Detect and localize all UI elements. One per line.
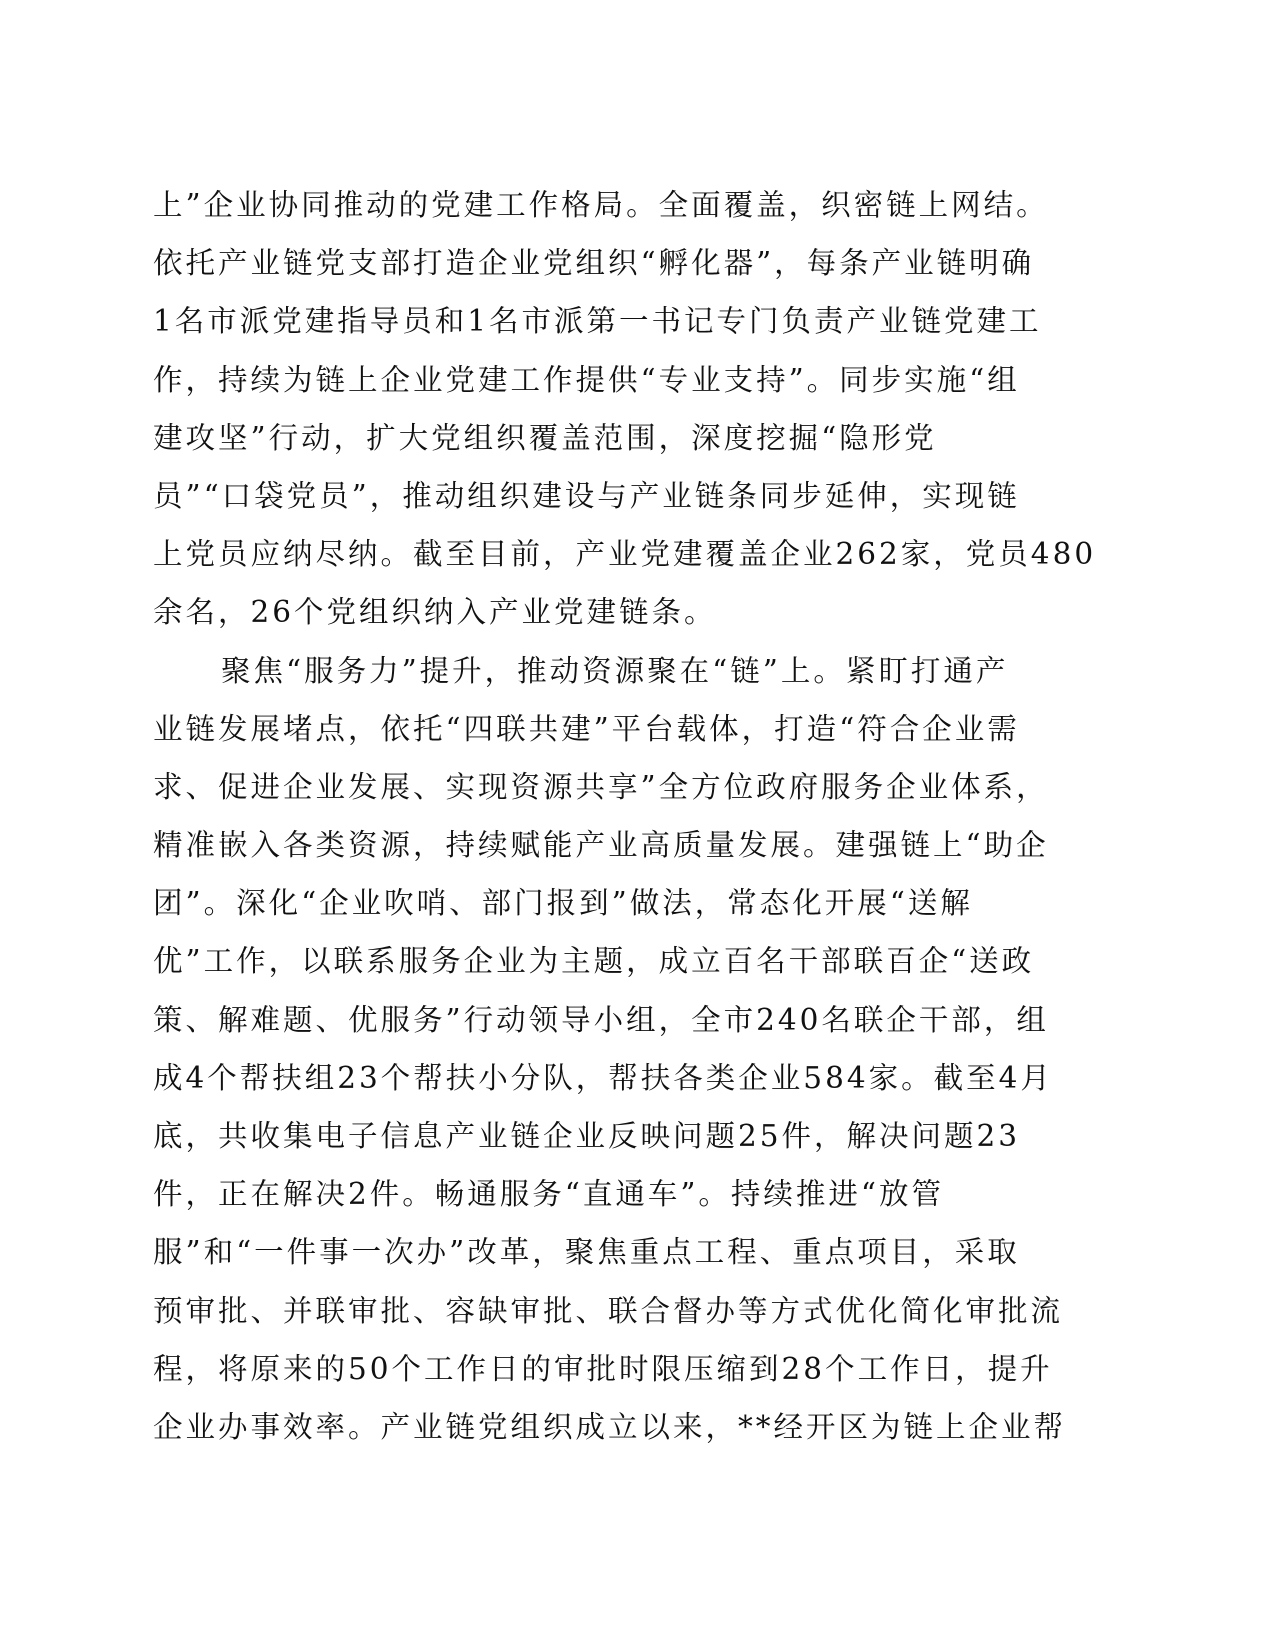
text-line: 上党员应纳尽纳。截至目前，产业党建覆盖企业262家，党员480 <box>153 537 1097 572</box>
text-line: 建攻坚”行动，扩大党组织覆盖范围，深度挖掘“隐形党 <box>153 420 937 455</box>
text-line: 预审批、并联审批、容缺审批、联合督办等方式优化简化审批流 <box>153 1293 1064 1328</box>
paragraph-start-line: 聚焦“服务力”提升，推动资源聚在“链”上。紧盯打通产 <box>221 653 1009 688</box>
text-line: 企业办事效率。产业链党组织成立以来，**经开区为链上企业帮 <box>153 1409 1067 1444</box>
text-line: 精准嵌入各类资源，持续赋能产业高质量发展。建强链上“助企 <box>153 828 1049 863</box>
text-line: 员”“口袋党员”，推动组织建设与产业链条同步延伸，实现链 <box>153 478 1020 513</box>
text-line: 团”。深化“企业吹哨、部门报到”做法，常态化开展“送解 <box>153 886 973 921</box>
text-line: 服”和“一件事一次办”改革，聚焦重点工程、重点项目，采取 <box>153 1235 1020 1270</box>
text-line: 优”工作，以联系服务企业为主题，成立百名干部联百企“送政 <box>153 944 1035 979</box>
text-line: 求、促进企业发展、实现资源共享”全方位政府服务企业体系， <box>153 769 1049 804</box>
text-line: 1名市派党建指导员和1名市派第一书记专门负责产业链党建工 <box>153 304 1042 339</box>
text-line: 程，将原来的50个工作日的审批时限压缩到28个工作日，提升 <box>153 1351 1053 1386</box>
text-line: 余名，26个党组织纳入产业党建链条。 <box>153 595 717 630</box>
text-line: 业链发展堵点，依托“四联共建”平台载体，打造“符合企业需 <box>153 711 1020 746</box>
text-line: 作，持续为链上企业党建工作提供“专业支持”。同步实施“组 <box>153 362 1020 397</box>
text-line: 策、解难题、优服务”行动领导小组，全市240名联企干部，组 <box>153 1002 1049 1037</box>
body-text <box>153 176 1097 1456</box>
text-line: 依托产业链党支部打造企业党组织“孵化器”，每条产业链明确 <box>153 246 1035 281</box>
text-line: 上”企业协同推动的党建工作格局。全面覆盖，织密链上网结。 <box>153 188 1049 222</box>
text-line: 成4个帮扶组23个帮扶小分队，帮扶各类企业584家。截至4月 <box>153 1060 1053 1095</box>
text-line: 件，正在解决2件。畅通服务“直通车”。持续推进“放管 <box>153 1177 945 1212</box>
text-line: 底，共收集电子信息产业链企业反映问题25件，解决问题23 <box>153 1119 1021 1153</box>
